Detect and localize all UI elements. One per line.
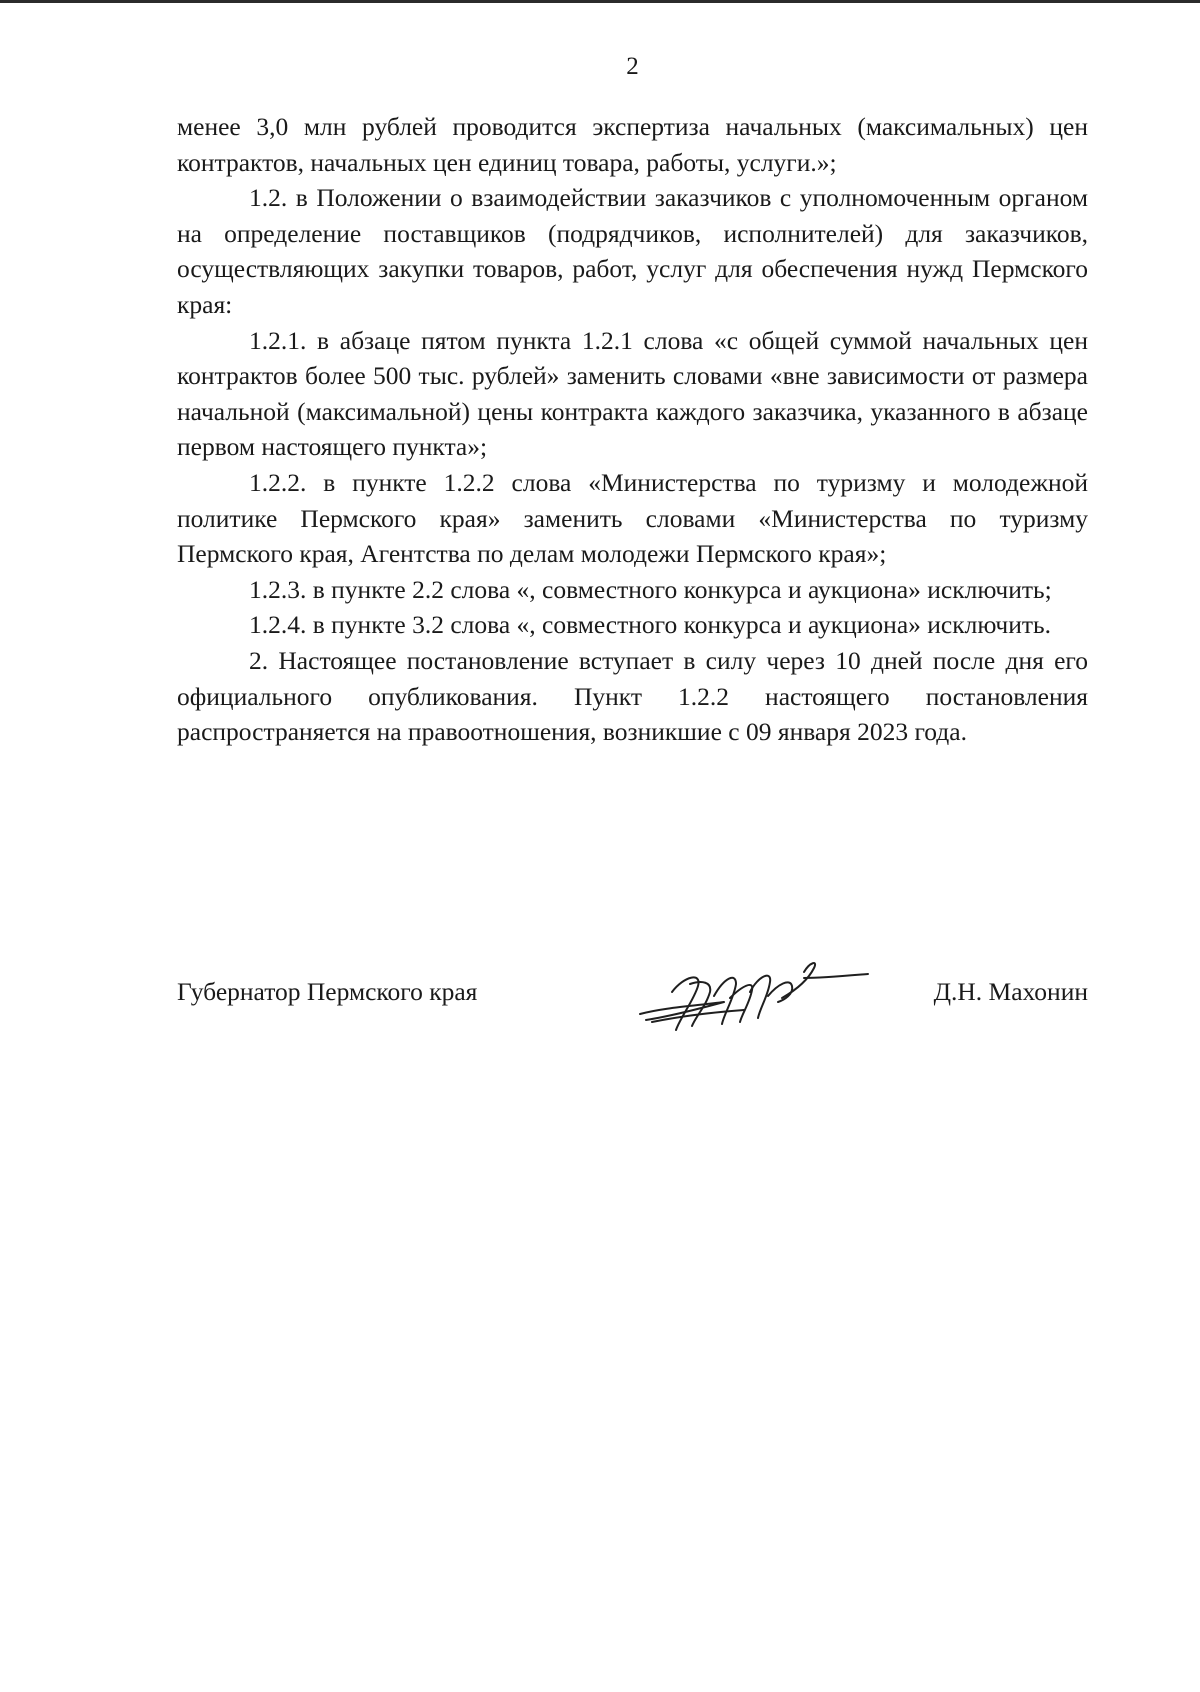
paragraph-1-2: 1.2. в Положении о взаимодействии заказчиков с уполномоченным органом на определение поставщиков (подрядчиков, исполнителей) для заказчиков, осуществляющих закупки товаров, работ, услуг для обеспечения нужд Пермского края:: [177, 183, 1088, 319]
document-body: [177, 109, 1088, 750]
paragraph-continuation: менее 3,0 млн рублей проводится экспертиза начальных (максимальных) цен контрактов, начальных цен единиц товара, работы, услуги.»;: [177, 112, 1088, 177]
signatory-name: Д.Н. Махонин: [933, 977, 1088, 1006]
scan-top-edge: [0, 0, 1200, 3]
paragraph-2: 2. Настоящее постановление вступает в силу через 10 дней после дня его официального опубликования. Пункт 1.2.2 настоящего постановления распространяется на правоотношения, возникшие с 09 января 2023 года.: [177, 645, 1088, 747]
paragraph-1-2-1: 1.2.1. в абзаце пятом пункта 1.2.1 слова «с общей суммой начальных цен контрактов более 500 тыс. рублей» заменить словами «вне зависимости от размера начальной (максимальной) цены контракта каждого заказчика, указанного в абзаце первом настоящего пункта»;: [177, 325, 1088, 462]
paragraph-1-2-3: 1.2.3. в пункте 2.2 слова «, совместного конкурса и аукциона» исключить;: [249, 574, 1052, 604]
page-number: 2: [626, 53, 639, 80]
signature-block: [177, 970, 1088, 1030]
handwritten-signature: [632, 956, 872, 1036]
paragraph-1-2-2: 1.2.2. в пункте 1.2.2 слова «Министерства по туризму и молодежной политике Пермского края» заменить словами «Министерства по туризму Пермского края, Агентства по делам молодежи Пермского края»;: [177, 467, 1088, 569]
paragraph-1-2-4: 1.2.4. в пункте 3.2 слова «, совместного конкурса и аукциона» исключить.: [249, 610, 1052, 640]
signatory-position: Губернатор Пермского края: [177, 977, 478, 1006]
